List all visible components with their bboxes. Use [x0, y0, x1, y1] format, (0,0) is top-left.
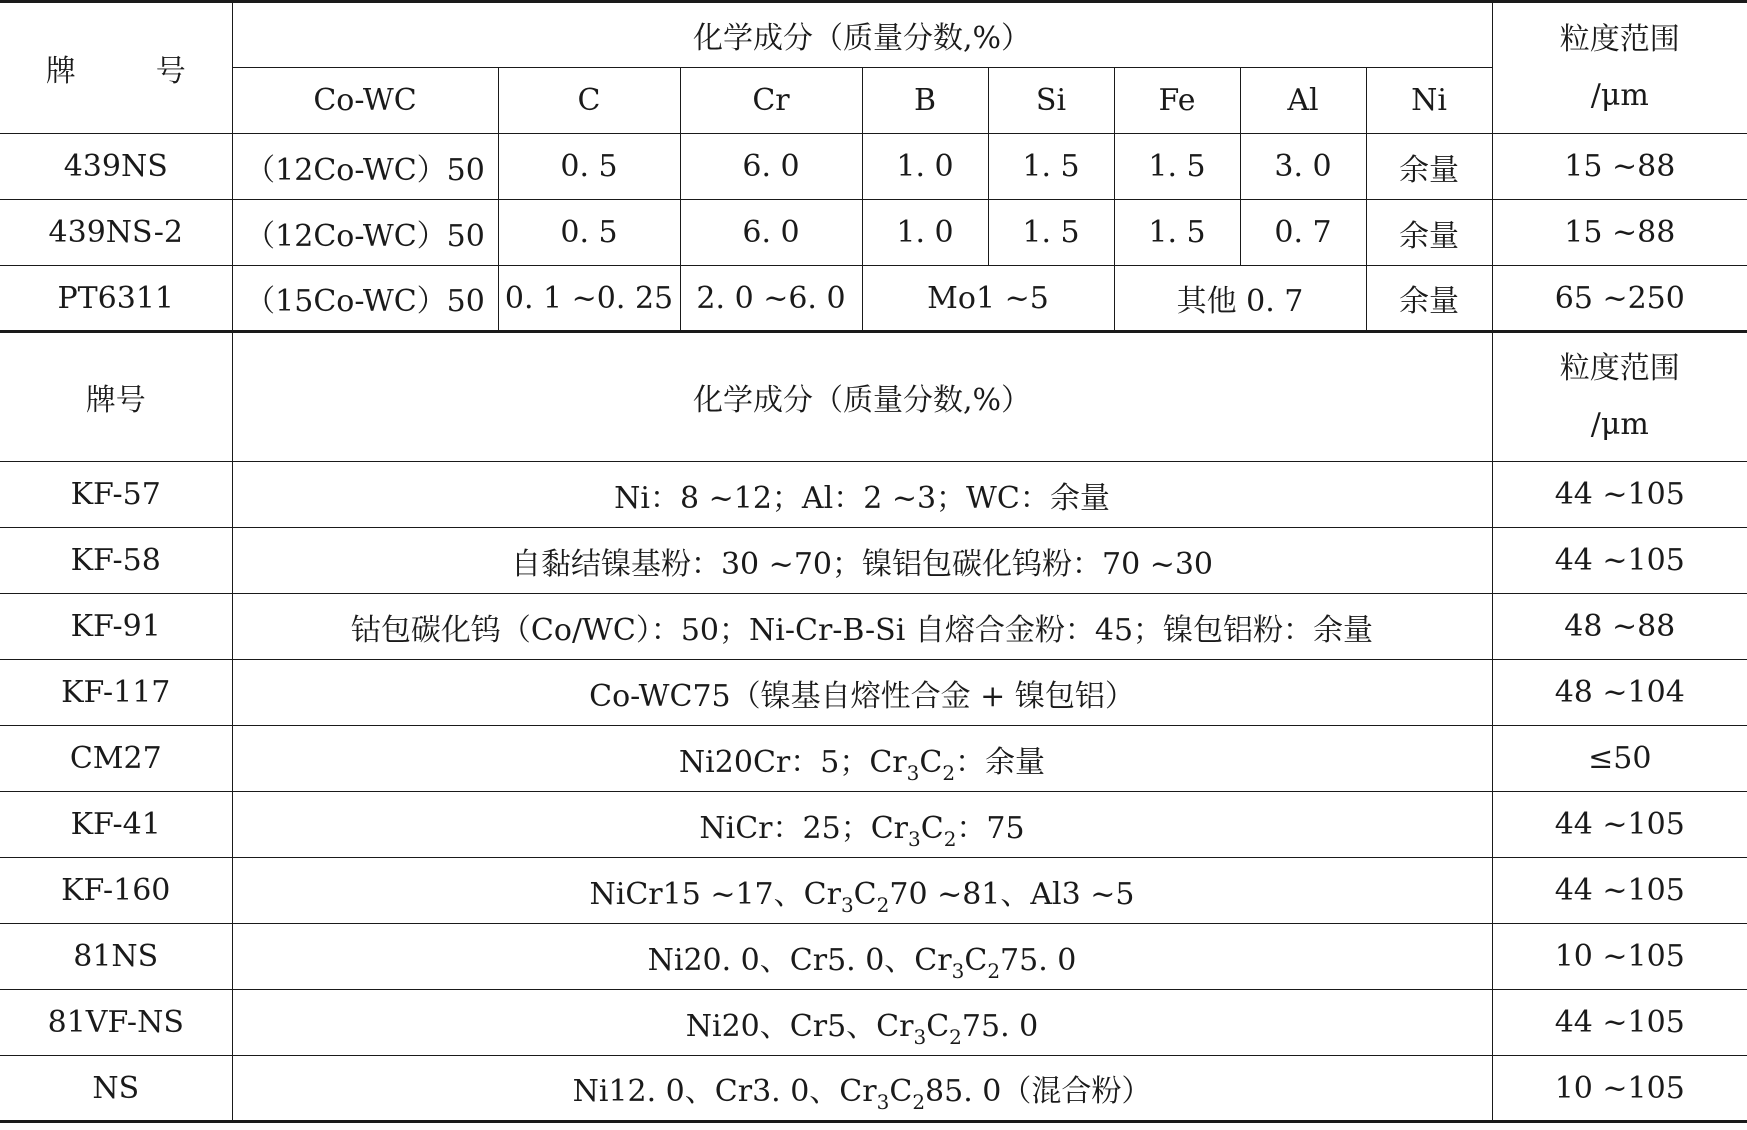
cell-composition: 钴包碳化钨（Co/WC）：50；Ni-Cr-B-Si 自熔合金粉：45；镍包铝粉：余量 [232, 594, 1492, 660]
cell-size: 10 ~105 [1492, 924, 1747, 990]
subscript: 2 [912, 1090, 926, 1114]
cell-c: 0. 5 [498, 200, 680, 266]
composition-part: C [919, 744, 943, 780]
table-row [0, 462, 1747, 528]
column-header-ni: Ni [1366, 68, 1492, 134]
cell-grade: 439NS-2 [0, 200, 232, 266]
header-grade-char1: 牌 [45, 54, 76, 89]
column-header-cowc: Co-WC [232, 68, 498, 134]
header-grade-char2: 号 [155, 54, 186, 89]
cell-composition [232, 726, 1492, 792]
subscript: 3 [907, 826, 921, 851]
cell-grade: CM27 [0, 726, 232, 792]
header-particle-size [1492, 332, 1747, 462]
composition-part: NiCr：25；Cr [699, 810, 908, 846]
header-grade: 牌号 [0, 332, 232, 462]
cell-size: 44 ~105 [1492, 990, 1747, 1056]
column-header-si: Si [988, 68, 1114, 134]
table-row [0, 858, 1747, 924]
subscript: 3 [840, 892, 854, 917]
cell-grade: KF-91 [0, 594, 232, 660]
cell-grade: KF-117 [0, 660, 232, 726]
table-row [0, 266, 1747, 332]
column-header-b: B [862, 68, 988, 134]
cell-fe: 1. 5 [1114, 134, 1240, 200]
header-particle-size-label: 粒度范围 [1559, 351, 1680, 386]
cell-c: 0. 5 [498, 134, 680, 200]
cell-grade: NS [0, 1056, 232, 1122]
composition-table-detailed [0, 0, 1747, 333]
subscript: 3 [913, 1024, 927, 1049]
composition-part: C [926, 1008, 950, 1044]
composition-part: NiCr15 ~17、Cr [589, 876, 841, 912]
cell-grade: 81VF-NS [0, 990, 232, 1056]
composition-part: ：余量 [955, 744, 1046, 780]
cell-size: 15 ~88 [1492, 200, 1747, 266]
cell-si: 1. 5 [988, 200, 1114, 266]
cell-grade: 81NS [0, 924, 232, 990]
cell-ni: 余量 [1366, 266, 1492, 332]
cell-cr: 6. 0 [680, 200, 862, 266]
table-row [0, 1056, 1747, 1122]
cell-cr: 6. 0 [680, 134, 862, 200]
cell-composition [232, 858, 1492, 924]
composition-part: ：75 [956, 810, 1025, 846]
cell-cowc: （12Co-WC）50 [232, 134, 498, 200]
cell-composition: Co-WC75（镍基自熔性合金 + 镍包铝） [232, 660, 1492, 726]
subscript: 2 [943, 826, 957, 851]
composition-part: Ni20、Cr5、Cr [685, 1008, 914, 1044]
header-composition: 化学成分（质量分数,%） [232, 2, 1492, 68]
table-row [0, 200, 1747, 266]
cell-grade: KF-58 [0, 528, 232, 594]
composition-table-summary [0, 330, 1747, 1123]
table-row [0, 924, 1747, 990]
table-row [0, 660, 1747, 726]
composition-part: Ni20Cr：5；Cr [678, 744, 907, 780]
cell-cowc: （15Co-WC）50 [232, 266, 498, 332]
cell-mo: Mo1 ~5 [862, 266, 1114, 332]
header-particle-size [1492, 2, 1747, 134]
table-row [0, 792, 1747, 858]
cell-composition [232, 1056, 1492, 1122]
composition-part: C [964, 942, 988, 978]
composition-part: C [853, 876, 877, 912]
cell-composition [232, 990, 1492, 1056]
subscript: 2 [942, 760, 956, 785]
cell-c: 0. 1 ~0. 25 [498, 266, 680, 332]
subscript: 2 [987, 958, 1001, 983]
cell-size: ≤50 [1492, 726, 1747, 792]
cell-composition [232, 924, 1492, 990]
cell-grade: PT6311 [0, 266, 232, 332]
cell-size: 15 ~88 [1492, 134, 1747, 200]
cell-other: 其他 0. 7 [1114, 266, 1366, 332]
cell-al: 3. 0 [1240, 134, 1366, 200]
table-row [0, 726, 1747, 792]
cell-composition: Ni：8 ~12；Al：2 ~3；WC：余量 [232, 462, 1492, 528]
column-header-c: C [498, 68, 680, 134]
composition-part: 75. 0 [1000, 942, 1077, 978]
cell-fe: 1. 5 [1114, 200, 1240, 266]
cell-ni: 余量 [1366, 200, 1492, 266]
header-grade [0, 2, 232, 134]
cell-composition: 自黏结镍基粉：30 ~70；镍铝包碳化钨粉：70 ~30 [232, 528, 1492, 594]
subscript: 3 [951, 958, 965, 983]
composition-part: C [920, 810, 944, 846]
cell-cr: 2. 0 ~6. 0 [680, 266, 862, 332]
table-row [0, 594, 1747, 660]
subscript: 2 [949, 1024, 962, 1049]
cell-size: 48 ~104 [1492, 660, 1747, 726]
composition-part: 85. 0（混合粉） [925, 1074, 1152, 1109]
cell-grade: KF-57 [0, 462, 232, 528]
cell-grade: KF-160 [0, 858, 232, 924]
cell-size: 10 ~105 [1492, 1056, 1747, 1122]
header-particle-size-unit: /μm [1590, 407, 1649, 442]
subscript: 3 [906, 760, 920, 785]
cell-composition [232, 792, 1492, 858]
cell-size: 44 ~105 [1492, 528, 1747, 594]
cell-grade: KF-41 [0, 792, 232, 858]
table-row [0, 990, 1747, 1056]
cell-si: 1. 5 [988, 134, 1114, 200]
composition-part: 75. 0 [961, 1008, 1039, 1044]
cell-size: 48 ~88 [1492, 594, 1747, 660]
cell-b: 1. 0 [862, 134, 988, 200]
composition-part: 70 ~81、Al3 ~5 [889, 876, 1135, 912]
table-row [0, 134, 1747, 200]
cell-size: 44 ~105 [1492, 858, 1747, 924]
cell-ni: 余量 [1366, 134, 1492, 200]
header-particle-size-unit: /μm [1590, 78, 1649, 113]
cell-b: 1. 0 [862, 200, 988, 266]
cell-grade: 439NS [0, 134, 232, 200]
cell-al: 0. 7 [1240, 200, 1366, 266]
cell-size: 44 ~105 [1492, 792, 1747, 858]
column-header-cr: Cr [680, 68, 862, 134]
subscript: 2 [876, 892, 890, 917]
cell-size: 44 ~105 [1492, 462, 1747, 528]
cell-cowc: （12Co-WC）50 [232, 200, 498, 266]
subscript: 3 [876, 1090, 890, 1114]
header-composition: 化学成分（质量分数,%） [232, 332, 1492, 462]
composition-part: C [889, 1074, 913, 1109]
table-row [0, 528, 1747, 594]
header-particle-size-label: 粒度范围 [1559, 22, 1680, 57]
cell-size: 65 ~250 [1492, 266, 1747, 332]
composition-part: Ni20. 0、Cr5. 0、Cr [647, 942, 952, 978]
column-header-fe: Fe [1114, 68, 1240, 134]
column-header-al: Al [1240, 68, 1366, 134]
composition-part: Ni12. 0、Cr3. 0、Cr [572, 1074, 877, 1109]
